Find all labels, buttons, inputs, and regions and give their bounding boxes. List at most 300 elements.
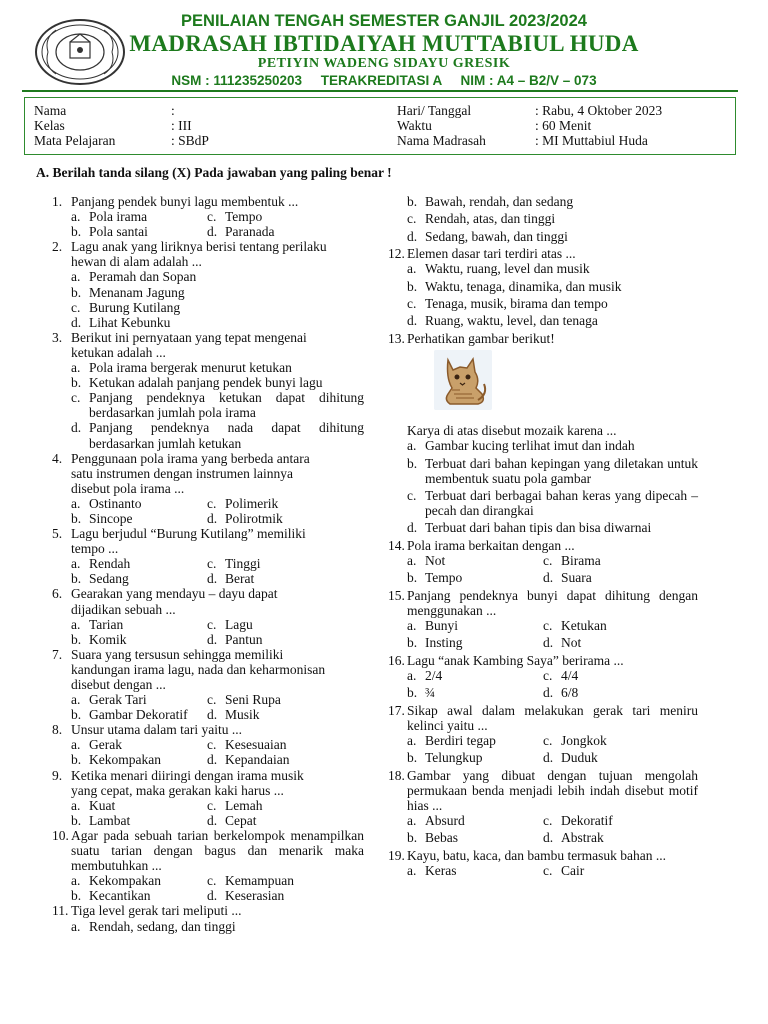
answer-option[interactable] [543,813,679,828]
question-item [52,194,364,239]
option-letter: b. [71,375,82,391]
question-number: 7. [52,646,63,662]
question-text: Sikap awal dalam melakukan gerak tari meniru kelinci yaitu ... [407,702,698,733]
question-text: Penggunaan pola irama yang berbeda antara [71,450,310,466]
answer-option[interactable] [207,632,343,647]
answer-option[interactable] [543,635,679,650]
answer-options [71,873,364,903]
question-number: 10. [52,827,69,843]
question-number: 17. [388,702,405,718]
option-letter: a. [407,438,417,454]
option-text: Tinggi [225,556,261,572]
question-text: satu instrumen dengan instrumen lainnya [71,465,293,481]
option-letter: b. [71,510,82,526]
questions-right-column [388,194,698,880]
question-item [388,653,698,703]
option-text: Terbuat dari bahan kepingan yang diletakan untuk membentuk suatu pola gambar [425,455,698,486]
question-number: 19. [388,847,405,863]
answer-option[interactable] [543,618,679,633]
question-text: Lagu “anak Kambing Saya” berirama ... [407,652,624,668]
answer-option[interactable] [71,692,207,707]
question-text: ketukan adalah ... [71,344,166,360]
question-item [52,903,364,933]
option-text: Menanam Jagung [89,284,185,300]
option-text: Not [425,552,446,568]
option-letter: b. [71,224,82,240]
option-letter: b. [71,812,82,828]
question-item [388,588,698,653]
option-letter: d. [207,631,218,647]
answer-option[interactable] [71,360,364,375]
answer-option-row [71,496,364,511]
question-text: hewan di alam adalah ... [71,254,202,270]
option-letter: b. [407,685,418,701]
answer-option[interactable] [71,737,207,752]
answer-option[interactable] [407,570,543,585]
option-letter: c. [407,211,417,227]
cat-mosaic-image [434,350,492,410]
answer-options [407,668,698,703]
question-number: 11. [52,903,69,919]
answer-option-row [71,707,364,722]
answer-option[interactable] [407,438,698,453]
option-letter: a. [407,261,417,277]
answer-options [71,556,364,586]
answer-option[interactable] [207,511,343,526]
identity-row [25,133,735,148]
section-instruction: A. Berilah tanda silang (X) Pada jawaban yang paling benar ! [36,165,392,180]
option-text: Gerak [89,737,122,753]
option-letter: b. [407,278,418,294]
answer-option-row [71,209,364,224]
option-letter: d. [543,570,554,586]
answer-option[interactable] [407,520,698,535]
answer-option[interactable] [71,224,207,239]
option-letter: d. [543,635,554,651]
answer-options [71,617,364,647]
option-text: Ruang, waktu, level, dan tenaga [425,313,598,329]
option-text: Dekoratif [561,812,613,828]
question-text: kandungan irama lagu, nada dan keharmonisan [71,661,326,677]
question-text: disebut dengan ... [71,677,166,692]
option-letter: a. [71,737,81,753]
option-text: Tarian [89,616,124,632]
question-number: 13. [388,330,405,346]
option-text: Keras [425,862,457,878]
answer-option[interactable] [543,668,679,683]
option-text: 2/4 [425,667,443,683]
question-number: 15. [388,587,405,603]
answer-option[interactable] [71,919,364,934]
option-text: Terbuat dari bahan tipis dan bisa diwarnai [425,520,652,536]
answer-option[interactable] [407,211,698,226]
answer-option[interactable] [207,617,343,632]
answer-option[interactable] [407,635,543,650]
answer-options [407,438,698,538]
question-item [52,239,364,330]
answer-option[interactable] [71,420,364,450]
identity-label: Kelas [34,118,65,133]
option-text: Rendah, sedang, dan tinggi [89,918,236,934]
option-letter: d. [407,520,418,536]
answer-option[interactable] [407,194,698,209]
identity-label: Mata Pelajaran [34,133,116,148]
option-letter: d. [71,314,82,330]
option-text: Kepandaian [225,752,290,768]
option-letter: c. [407,296,417,312]
question-text: Suara yang tersusun sehingga memiliki [71,646,284,662]
answer-options [71,692,364,722]
answer-option[interactable] [407,553,543,568]
question-number: 12. [388,246,405,262]
answer-option[interactable] [407,488,698,518]
answer-option[interactable] [71,632,207,647]
option-text: Kekompakan [89,873,161,889]
identity-row [25,118,735,133]
question-item [52,828,364,903]
option-letter: c. [543,552,553,568]
option-text: Lambat [89,812,131,828]
answer-option-row [407,618,698,633]
answer-option[interactable] [207,798,343,813]
spacer [407,878,698,880]
option-letter: b. [71,888,82,904]
option-letter: a. [407,617,417,633]
option-letter: a. [71,556,81,572]
answer-options [71,209,364,239]
question-number: 5. [52,526,63,542]
option-text: Musik [225,707,260,723]
question-text: Karya di atas disebut mozaik karena ... [407,423,617,439]
answer-option[interactable] [71,617,207,632]
question-text: Lagu berjudul “Burung Kutilang” memiliki [71,526,306,542]
option-text: Cair [561,862,585,878]
answer-option-row [71,752,364,767]
option-letter: c. [207,495,217,511]
identity-label: Nama [34,103,67,118]
option-letter: c. [543,667,553,683]
answer-option[interactable] [71,571,207,586]
option-text: Jongkok [561,732,607,748]
answer-options [407,863,698,880]
answer-option[interactable] [71,888,207,903]
answer-option[interactable] [207,224,343,239]
question-number: 16. [388,652,405,668]
question-text: Pola irama berkaitan dengan ... [407,537,575,553]
answer-option-row [71,632,364,647]
question-number: 4. [52,450,63,466]
option-letter: a. [407,667,417,683]
option-text: Bunyi [425,617,459,633]
option-text: Gambar Dekoratif [89,707,188,723]
school-name: MADRASAH IBTIDAIYAH MUTTABIUL HUDA [129,31,639,56]
answer-option[interactable] [543,830,679,845]
identity-value: : III [171,118,192,133]
option-text: Burung Kutilang [89,299,181,315]
answer-option-row [407,635,698,650]
option-text: Keserasian [225,888,285,904]
question-item [52,768,364,828]
option-letter: a. [71,616,81,632]
answer-option[interactable] [207,556,343,571]
questions-left-column [52,194,364,934]
answer-options [71,269,364,329]
identity-value: : SBdP [171,133,209,148]
school-address: PETIYIN WADENG SIDAYU GRESIK [257,56,511,71]
question-text: Elemen dasar tari terdiri atas ... [407,246,576,262]
option-text: 6/8 [561,685,579,701]
answer-option[interactable] [207,737,343,752]
answer-option[interactable] [207,873,343,888]
exam-title: PENILAIAN TENGAH SEMESTER GANJIL 2023/2024 [181,12,587,30]
question-item [52,586,364,646]
answer-option-row [407,863,698,878]
question-item [52,647,364,722]
option-letter: c. [207,797,217,813]
option-text: Not [561,635,582,651]
option-letter: a. [71,918,81,934]
question-text: Kayu, batu, kaca, dan bambu termasuk bahan ... [407,847,667,863]
question-item [388,703,698,768]
option-letter: a. [71,495,81,511]
answer-option[interactable] [71,300,364,315]
answer-option-row [407,830,698,845]
option-text: Duduk [561,750,598,766]
answer-option[interactable] [543,553,679,568]
question-number: 18. [388,767,405,783]
option-letter: d. [207,812,218,828]
option-text: Cepat [225,812,257,828]
option-text: Kekompakan [89,752,161,768]
answer-option[interactable] [71,315,364,330]
option-letter: d. [407,228,418,244]
answer-options [407,813,698,848]
answer-option[interactable] [71,873,207,888]
option-text: Lagu [225,616,253,632]
answer-option[interactable] [71,556,207,571]
question-number: 2. [52,239,63,255]
option-letter: d. [207,707,218,723]
option-text: Birama [561,552,601,568]
option-letter: c. [543,862,553,878]
option-letter: a. [407,732,417,748]
answer-option[interactable] [407,830,543,845]
option-text: ¾ [425,685,436,701]
answer-option[interactable] [71,707,207,722]
question-text: Unsur utama dalam tari yaitu ... [71,722,242,738]
option-letter: d. [407,313,418,329]
answer-option[interactable] [543,570,679,585]
answer-option[interactable] [407,863,543,878]
option-letter: b. [71,284,82,300]
option-text: Kuat [89,797,116,813]
option-letter: a. [71,692,81,708]
answer-option-row [71,692,364,707]
option-letter: c. [207,209,217,225]
answer-option-row [407,685,698,700]
answer-option[interactable] [407,750,543,765]
identity-label: Hari/ Tanggal [397,103,472,118]
option-letter: c. [207,873,217,889]
answer-option[interactable] [407,296,698,311]
option-letter: d. [543,685,554,701]
school-registration: NSM : 111235250203 TERAKREDITASI A NIM : A4 – B2/V – 073 [171,73,597,88]
answer-option-row [407,570,698,585]
option-text: Pola irama bergerak menurut ketukan [89,360,292,376]
option-letter: a. [71,360,81,376]
answer-option[interactable] [207,692,343,707]
option-letter: b. [407,830,418,846]
answer-option[interactable] [71,752,207,767]
option-letter: c. [71,299,81,315]
option-letter: a. [71,209,81,225]
option-text: Gambar kucing terlihat imut dan indah [425,438,635,454]
option-text: Tenaga, musik, birama dan tempo [425,296,608,312]
option-letter: b. [407,635,418,651]
option-text: 4/4 [561,667,579,683]
answer-option[interactable] [407,229,698,244]
option-text: Telungkup [425,750,483,766]
question-text: Perhatikan gambar berikut! [407,330,555,346]
answer-option-row [71,888,364,903]
option-text: Polimerik [225,495,279,511]
option-text: Rendah, atas, dan tinggi [425,211,556,227]
option-text: Abstrak [561,830,604,846]
answer-option[interactable] [207,707,343,722]
answer-option[interactable] [543,750,679,765]
question-item [52,722,364,767]
answer-option[interactable] [207,752,343,767]
answer-option[interactable] [407,261,698,276]
answer-option[interactable] [407,456,698,486]
option-text: Pola santai [89,224,148,240]
option-letter: d. [207,571,218,587]
answer-option[interactable] [407,279,698,294]
option-letter: a. [407,552,417,568]
answer-options [407,733,698,768]
answer-option[interactable] [543,685,679,700]
question-text: Gearakan yang mendayu – dayu dapat [71,586,278,602]
option-text: Lihat Kebunku [89,314,171,330]
option-letter: d. [543,750,554,766]
answer-option[interactable] [407,313,698,328]
question-text: Berikut ini pernyataan yang tepat mengenai [71,329,307,345]
answer-option[interactable] [407,618,543,633]
question-item [52,330,364,451]
option-text: Kesesuaian [225,737,287,753]
option-text: Sedang, bawah, dan tinggi [425,228,568,244]
identity-row [25,103,735,118]
answer-option[interactable] [71,209,207,224]
answer-option[interactable] [207,888,343,903]
option-letter: c. [207,737,217,753]
option-text: Berat [225,571,255,587]
answer-option[interactable] [71,269,364,284]
answer-options [71,360,364,451]
option-text: Polirotmik [225,510,283,526]
answer-option[interactable] [207,496,343,511]
answer-option-row [71,556,364,571]
answer-option[interactable] [207,571,343,586]
identity-value: : [171,103,175,118]
answer-options [407,194,698,246]
answer-option[interactable] [407,668,543,683]
option-text: Seni Rupa [225,692,281,708]
option-text: Bawah, rendah, dan sedang [425,194,574,209]
answer-options [71,919,364,934]
option-text: Waktu, tenaga, dinamika, dan musik [425,278,622,294]
option-letter: b. [71,631,82,647]
answer-option[interactable] [71,496,207,511]
answer-option[interactable] [207,813,343,828]
question-item [388,246,698,331]
option-letter: d. [207,510,218,526]
answer-option[interactable] [543,863,679,878]
option-text: Panjang pendeknya ketukan dapat dihitung berdasarkan jumlah pola irama [89,390,364,421]
question-number: 8. [52,722,63,738]
question-text: Ketika menari diiringi dengan irama musik [71,767,304,783]
option-letter: a. [71,797,81,813]
answer-option-row [71,737,364,752]
answer-option[interactable] [71,511,207,526]
option-letter: c. [207,616,217,632]
option-text: Rendah [89,556,131,572]
option-letter: d. [543,830,554,846]
question-text: disebut pola irama ... [71,480,185,496]
option-text: Insting [425,635,463,651]
option-text: Paranada [225,224,275,240]
answer-option-row [407,668,698,683]
option-text: Tempo [425,570,463,586]
answer-option[interactable] [207,209,343,224]
answer-option[interactable] [543,733,679,748]
option-text: Bebas [425,830,458,846]
option-letter: b. [407,194,418,209]
answer-option[interactable] [71,798,207,813]
option-letter: c. [543,617,553,633]
answer-option[interactable] [407,813,543,828]
answer-option[interactable] [71,390,364,420]
option-text: Ketukan adalah panjang pendek bunyi lagu [89,375,323,391]
answer-option-row [407,813,698,828]
answer-option[interactable] [71,285,364,300]
question-text: yang cepat, maka gerakan kaki harus ... [71,782,284,798]
answer-option[interactable] [71,813,207,828]
option-letter: c. [71,390,81,406]
option-text: Panjang pendeknya nada dapat dihitung berdasarkan jumlah ketukan [89,420,364,451]
answer-option[interactable] [71,375,364,390]
question-text: Panjang pendek bunyi lagu membentuk ... [71,194,299,209]
answer-option[interactable] [407,685,543,700]
option-letter: b. [407,570,418,586]
option-letter: d. [207,752,218,768]
option-text: Sincope [89,510,133,526]
option-letter: b. [407,750,418,766]
question-item [388,768,698,848]
option-text: Lemah [225,797,263,813]
option-letter: b. [71,752,82,768]
answer-option-row [71,813,364,828]
option-letter: b. [71,571,82,587]
option-letter: c. [207,556,217,572]
identity-label: Waktu [397,118,432,133]
option-text: Pola irama [89,209,148,225]
answer-options [407,261,698,331]
option-text: Suara [561,570,592,586]
answer-option[interactable] [407,733,543,748]
option-letter: c. [407,487,417,503]
answer-option-row [71,617,364,632]
